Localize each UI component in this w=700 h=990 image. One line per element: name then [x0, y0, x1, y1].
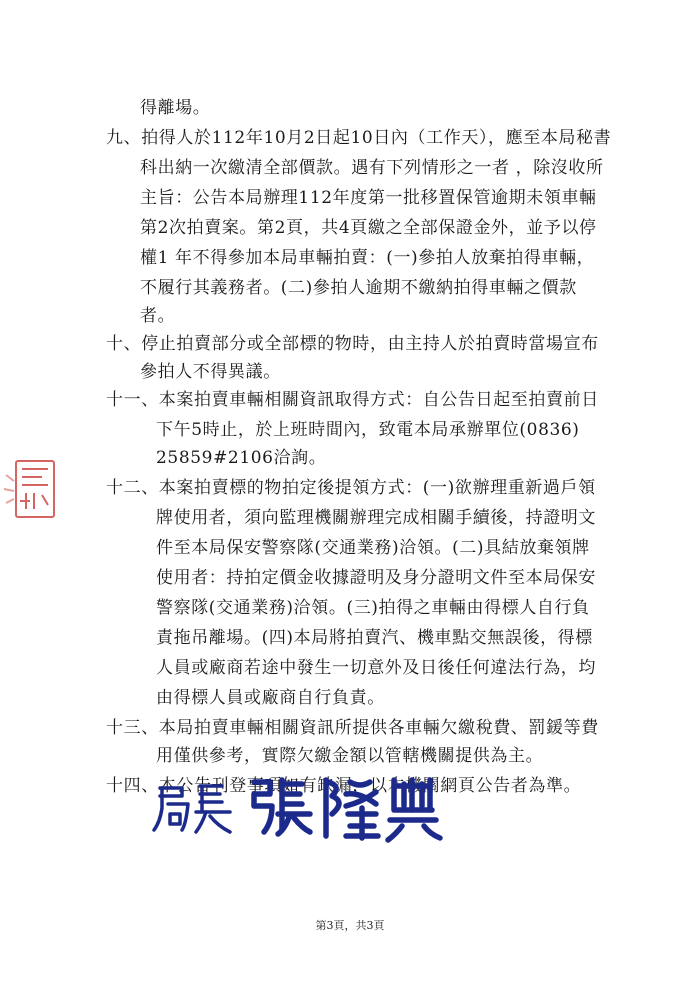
text-line: 警察隊(交通業務)洽領。(三)拍得之車輛由得標人自行負 [156, 598, 590, 618]
director-signature [150, 770, 450, 850]
text-line: 得離場。 [140, 98, 211, 118]
text-line: 件至本局保安警察隊(交通業務)洽領。(二)具結放棄領牌 [156, 538, 590, 558]
page-number: 第3頁，共3頁 [315, 919, 385, 932]
text-line: 下午5時止，於上班時間內，致電本局承辦單位(0836) [156, 420, 580, 440]
seal-stamp [0, 455, 60, 525]
text-line: 科出納一次繳清全部價款。遇有下列情形之一者 ，除沒收所 [140, 158, 604, 178]
text-line: 用僅供參考，實際欠繳金額以管轄機關提供為主。 [156, 746, 544, 766]
text-line: 十四、本公告刊登事項如有缺漏，以本機關網頁公告者為準。 [106, 776, 582, 796]
text-line: 十、停止拍賣部分或全部標的物時，由主持人於拍賣時當場宣布 [106, 334, 599, 354]
text-line: 者。 [140, 306, 176, 326]
text-line: 不履行其義務者。(二)參拍人逾期不繳納拍得車輛之價款 [140, 278, 577, 298]
text-line: 九、拍得人於112年10月2日起10日內（工作天），應至本局秘書 [106, 128, 612, 148]
text-line: 責拖吊離場。(四)本局將拍賣汽、機車點交無誤後，得標 [156, 628, 593, 648]
text-line: 十二、本案拍賣標的物拍定後提領方式：(一)欲辦理重新過戶領 [106, 478, 596, 498]
text-line: 使用者：持拍定價金收據證明及身分證明文件至本局保安 [156, 568, 596, 588]
text-line: 由得標人員或廠商自行負責。 [156, 688, 385, 708]
text-line: 第2次拍賣案。第2頁，共4頁繳之全部保證金外，並予以停 [140, 218, 597, 238]
text-line: 十一、本案拍賣車輛相關資訊取得方式：自公告日起至拍賣前日 [106, 390, 599, 410]
text-line: 主旨：公告本局辦理112年度第一批移置保管逾期未領車輛 [140, 188, 597, 208]
text-line: 人員或廠商若途中發生一切意外及日後任何違法行為，均 [156, 658, 596, 678]
text-line: 參拍人不得異議。 [140, 362, 281, 382]
text-line: 十三、本局拍賣車輛相關資訊所提供各車輛欠繳稅費、罰鍰等費 [106, 718, 599, 738]
text-line: 牌使用者，須向監理機關辦理完成相關手續後，持證明文 [156, 508, 596, 528]
text-line: 25859#2106洽詢。 [156, 448, 327, 468]
text-line: 權1 年不得參加本局車輛拍賣：(一)參拍人放棄拍得車輛， [140, 248, 595, 268]
